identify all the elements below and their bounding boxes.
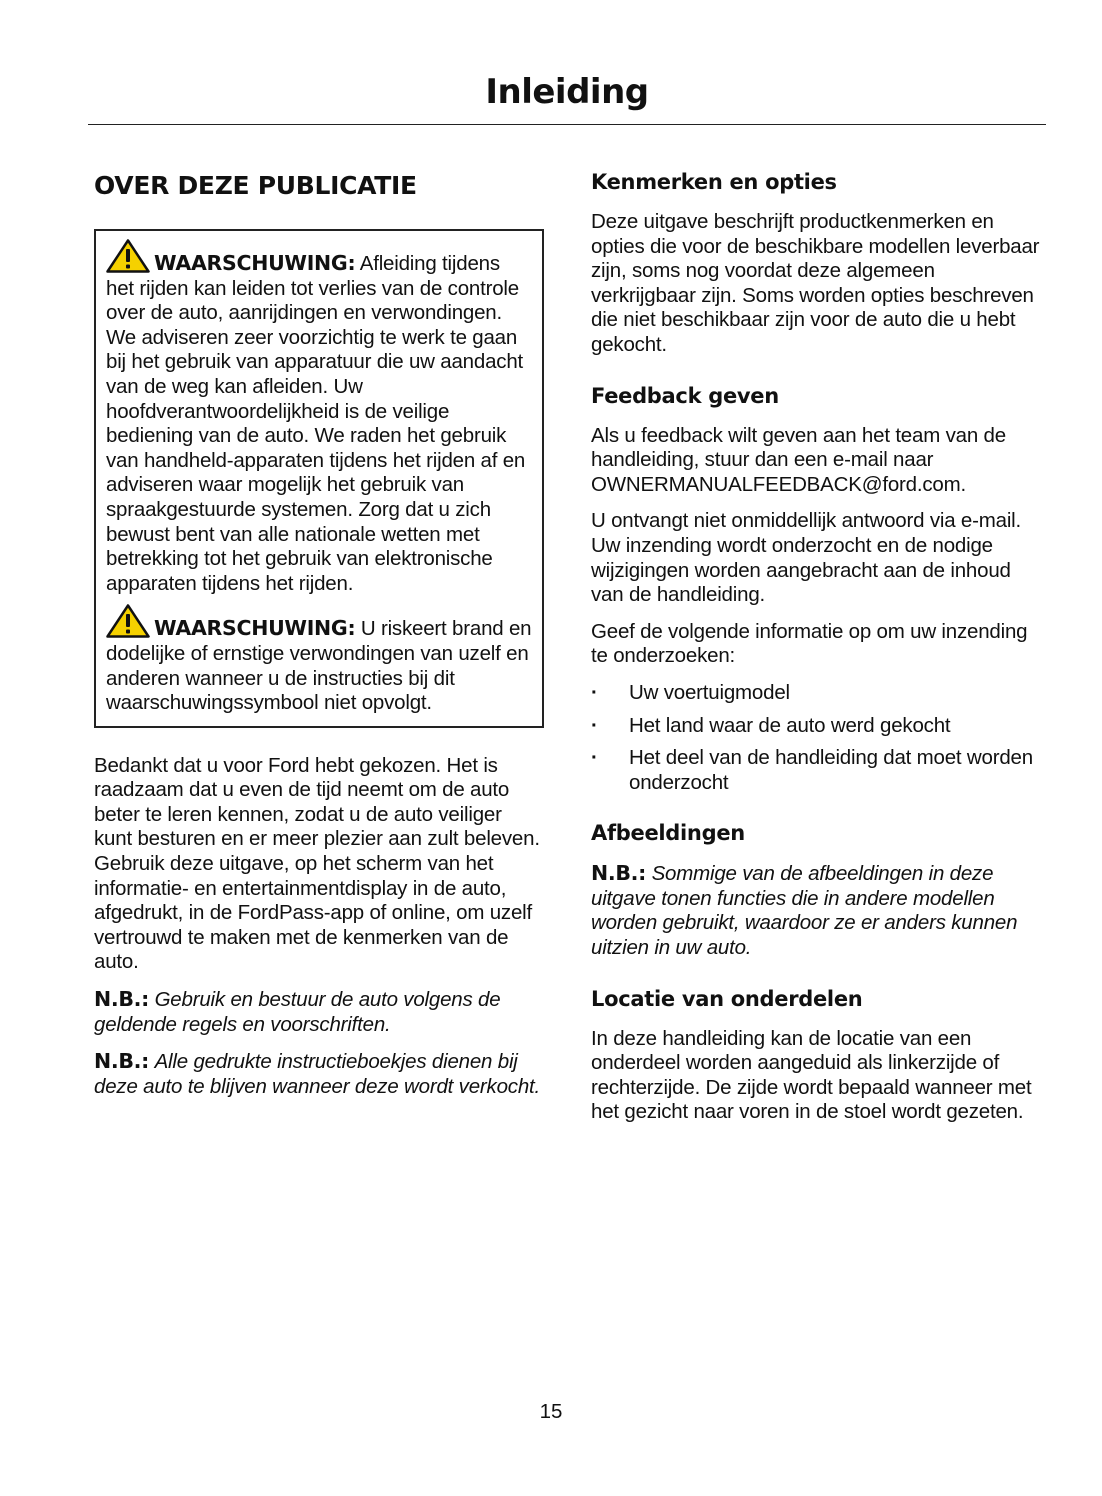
- note-2-label: N.B.:: [94, 1049, 150, 1074]
- warning-2: [106, 604, 532, 715]
- note-1: [94, 987, 544, 1037]
- note-1-text: Gebruik en bestuur de auto volgens de geldende regels en voorschriften.: [94, 988, 501, 1036]
- features-title: Kenmerken en opties: [591, 170, 837, 194]
- warning-triangle-icon: [106, 604, 150, 638]
- left-column: [94, 168, 544, 1111]
- feedback-bullet-list: [591, 681, 1041, 795]
- images-title: Afbeeldingen: [591, 821, 745, 846]
- section-title: OVER DEZE PUBLICATIE: [94, 171, 417, 200]
- feedback-email: OWNERMANUALFEEDBACK@ford.com.: [591, 472, 966, 496]
- warning-triangle-icon: [106, 239, 150, 273]
- right-column: [591, 168, 1041, 1137]
- note-2: [94, 1049, 544, 1099]
- page-title: Inleiding: [485, 72, 649, 112]
- page-number: 15: [539, 1400, 563, 1423]
- warning-1-text: Afleiding tijdens het rijden kan leiden tot verlies van de controle over de auto, aanrijdingen en verwondingen. We adviseren zeer voorzichtig te werk te gaan bij het gebruik van apparatuur die uw aandacht van de weg kan afleiden. Uw hoofdverantwoordelijkheid is de veilige bediening van de auto. We raden het gebruik van handheld-apparaten tijdens het rijden af en adviseren waar mogelijk het gebruik van spraakgestuurde systemen. Zorg dat u zich bewust bent van alle nationale wetten met betrekking tot het gebruik van elektronische apparaten tijdens het rijden.: [106, 252, 526, 595]
- note-1-label: N.B.:: [94, 987, 150, 1012]
- warning-2-text: U riskeert brand en dodelijke of ernstige verwondingen van uzelf en anderen wanneer u de instructies bij dit waarschuwingssymbool niet opvolgt.: [106, 617, 532, 715]
- intro-paragraph: Bedankt dat u voor Ford hebt gekozen. Het is raadzaam dat u even de tijd neemt om de auto beter te leren kennen, zodat u de auto veiliger kunt besturen en er meer plezier aan zult beleven. Gebruik deze uitgave, op het scherm van het informatie- en entertainmentdisplay in de auto, afgedrukt, in de FordPass-app of online, om uzelf vertrouwd te maken met de kenmerken van de auto.: [94, 753, 540, 974]
- feedback-paragraph-2: U ontvangt niet onmiddellijk antwoord via e-mail. Uw inzending wordt onderzocht en de nodige wijzigingen worden aangebracht aan de inhoud van de handleiding.: [591, 509, 1022, 607]
- warning-1-label: WAARSCHUWING:: [154, 251, 356, 275]
- feedback-title: Feedback geven: [591, 383, 779, 408]
- warning-box: [94, 229, 544, 728]
- feedback-paragraph-1: [591, 424, 1041, 498]
- location-paragraph: In deze handleiding kan de locatie van een onderdeel worden aangeduid als linkerzijde of rechterzijde. De zijde wordt bepaald wanneer met het gezicht naar voren in de stoel wordt gezeten.: [591, 1026, 1032, 1124]
- note-2-text: Alle gedrukte instructieboekjes dienen bij deze auto te blijven wanneer deze wordt verkocht.: [94, 1050, 541, 1098]
- page-header: [88, 70, 1046, 125]
- features-paragraph: Deze uitgave beschrijft productkenmerken en opties die voor de beschikbare modellen leverbaar zijn, soms nog voordat deze algemeen verkrijgbaar zijn. Soms worden opties beschreven die niet beschikbaar zijn voor de auto die u hebt gekocht.: [591, 210, 1040, 356]
- list-item: · Uw voertuigmodel: [591, 681, 1041, 706]
- warning-2-label: WAARSCHUWING:: [154, 616, 356, 641]
- list-item: · Het land waar de auto werd gekocht: [591, 714, 1041, 739]
- location-title: Locatie van onderdelen: [591, 986, 863, 1011]
- list-item: · Het deel van de handleiding dat moet worden onderzocht: [591, 746, 1041, 795]
- warning-1: [106, 239, 532, 596]
- images-note-label: N.B.:: [591, 861, 647, 886]
- images-note-text: Sommige van de afbeeldingen in deze uitgave tonen functies die in andere modellen worden gebruikt, waardoor ze er anders kunnen uitzien in uw auto.: [591, 862, 1018, 960]
- feedback-text: Als u feedback wilt geven aan het team van de handleiding, stuur dan een e-mail naar: [591, 423, 1006, 472]
- feedback-paragraph-3: Geef de volgende informatie op om uw inzending te onderzoeken:: [591, 619, 1028, 668]
- images-note: [591, 861, 1041, 960]
